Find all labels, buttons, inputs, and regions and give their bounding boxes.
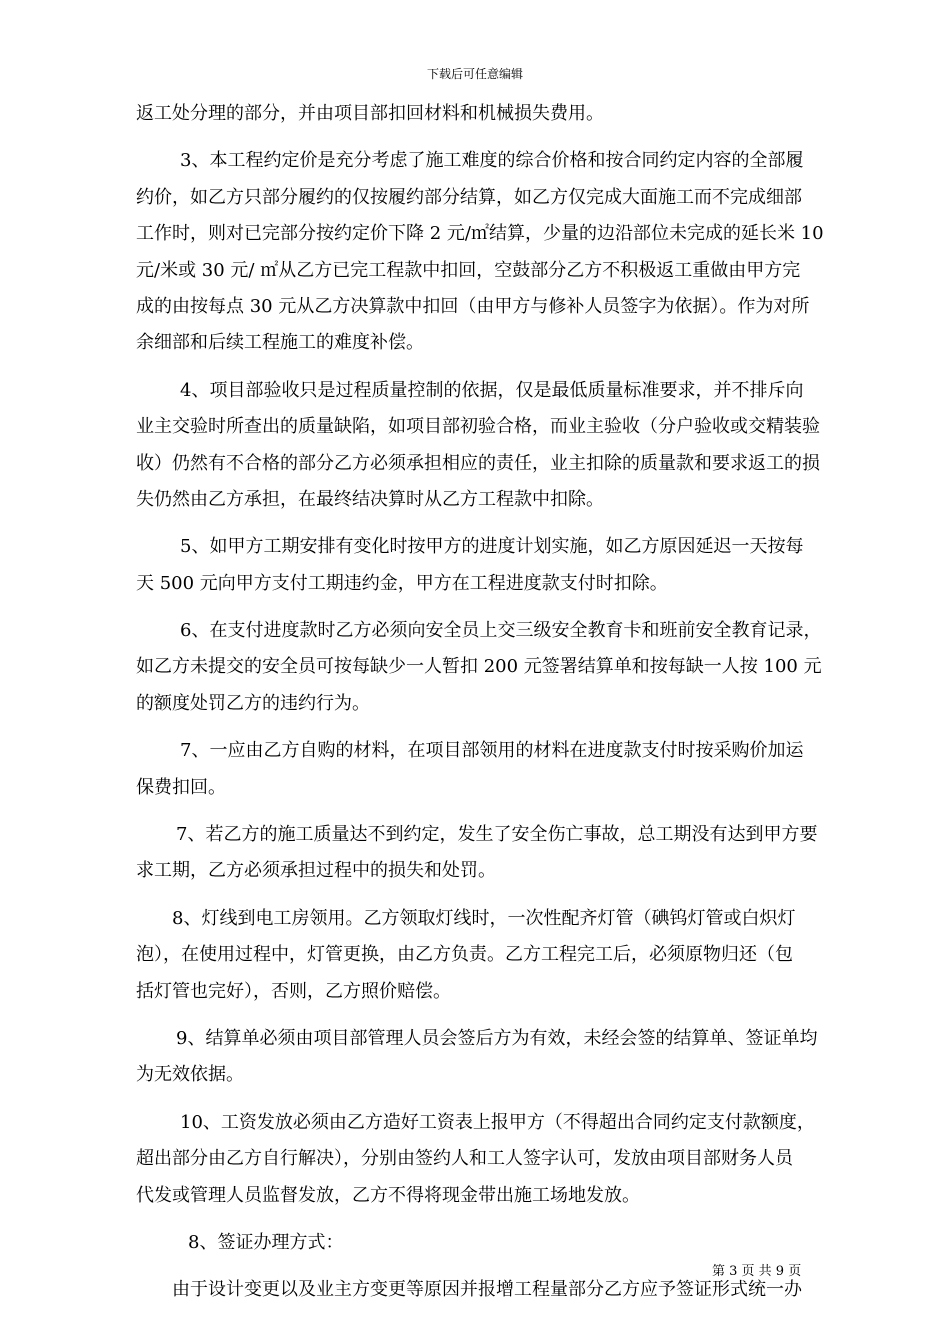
paragraph-line: 泡），在使用过程中，灯管更换，由乙方负责。乙方工程完工后，必须原物归还（包 <box>136 944 793 966</box>
paragraph <box>136 529 870 602</box>
paragraph-spacer <box>136 1214 870 1225</box>
paragraph-line: 求工期，乙方必须承担过程中的损失和处罚。 <box>136 860 496 882</box>
paragraph-line: 天 500 元向甲方支付工期违约金，甲方在工程进度款支付时扣除。 <box>136 572 668 594</box>
paragraph-line: 元/米或 30 元/ ㎡从乙方已完工程款中扣回，空鼓部分乙方不积极返工重做由甲方完 <box>136 259 801 281</box>
paragraph-line: 约价，如乙方只部分履约的仅按履约部分结算，如乙方仅完成大面施工而不完成细部 <box>136 186 802 208</box>
paragraph-line: 5、如甲方工期安排有变化时按甲方的进度计划实施，如乙方原因延迟一天按每 <box>180 536 804 558</box>
paragraph-line: 6、在支付进度款时乙方必须向安全员上交三级安全教育卡和班前安全教育记录， <box>180 620 822 642</box>
paragraph-spacer <box>136 518 870 529</box>
paragraph-line: 7、若乙方的施工质量达不到约定，发生了安全伤亡事故，总工期没有达到甲方要 <box>176 824 818 846</box>
paragraph-spacer <box>136 722 870 733</box>
paragraph-line: 的额度处罚乙方的违约行为。 <box>136 692 370 714</box>
paragraph-spacer <box>136 132 870 143</box>
paragraph-line: 余细部和后续工程施工的难度补偿。 <box>136 332 424 354</box>
paragraph <box>136 1225 870 1261</box>
paragraph-line: 10、工资发放必须由乙方造好工资表上报甲方（不得超出合同约定支付款额度， <box>180 1111 815 1133</box>
paragraph-line: 由于设计变更以及业主方变更等原因并报增工程量部分乙方应予签证形式统一办 <box>172 1279 802 1301</box>
paragraph-line: 3、本工程约定价是充分考虑了施工难度的综合价格和按合同约定内容的全部履 <box>180 150 804 172</box>
paragraph-line: 业主交验时所查出的质量缺陷，如项目部初验合格，而业主验收（分户验收或交精装验 <box>136 416 820 438</box>
paragraph-line: 为无效依据。 <box>136 1064 244 1086</box>
paragraph-line: 8、签证办理方式： <box>188 1231 344 1253</box>
paragraph <box>136 143 870 361</box>
paragraph-line: 代发或管理人员监督发放，乙方不得将现金带出施工场地发放。 <box>136 1184 640 1206</box>
page-number: 第 3 页 共 9 页 <box>712 1264 802 1279</box>
paragraph-line: 4、项目部验收只是过程质量控制的依据，仅是最低质量标准要求，并不排斥向 <box>180 379 804 401</box>
paragraph <box>136 733 870 806</box>
paragraph-line: 8、灯线到电工房领用。乙方领取灯线时，一次性配齐灯管（碘钨灯管或白炽灯 <box>172 907 796 929</box>
paragraph-spacer <box>136 1010 870 1021</box>
paragraph-spacer <box>136 602 870 613</box>
paragraph <box>136 1105 870 1214</box>
paragraph-line: 括灯管也完好），否则，乙方照价赔偿。 <box>136 980 451 1002</box>
paragraph-spacer <box>136 890 870 901</box>
paragraph-spacer <box>136 362 870 373</box>
document-body <box>136 96 870 1309</box>
paragraph-line: 9、结算单必须由项目部管理人员会签后方为有效，未经会签的结算单、签证单均 <box>176 1027 818 1049</box>
paragraph-line: 收）仍然有不合格的部分乙方必须承担相应的责任，业主扣除的质量款和要求返工的损 <box>136 452 820 474</box>
paragraph-line: 返工处分理的部分，并由项目部扣回材料和机械损失费用。 <box>136 103 604 124</box>
paragraph <box>136 817 870 890</box>
paragraph-line: 工作时，则对已完部分按约定价下降 2 元/㎡结算，少量的边沿部位未完成的延长米 10 <box>136 223 824 245</box>
paragraph-line: 成的由按每点 30 元从乙方决算款中扣回（由甲方与修补人员签字为依据）。作为对所 <box>136 295 810 317</box>
paragraph <box>136 373 870 519</box>
paragraph <box>136 613 870 722</box>
paragraph <box>136 1021 870 1094</box>
paragraph-line: 如乙方未提交的安全员可按每缺少一人暂扣 200 元签署结算单和按每缺一人按 100 元 <box>136 656 822 678</box>
paragraph-line: 7、一应由乙方自购的材料，在项目部领用的材料在进度款支付时按采购价加运 <box>180 740 804 762</box>
paragraph <box>136 96 870 132</box>
paragraph <box>136 901 870 1010</box>
paragraph-line: 超出部分由乙方自行解决），分别由签约人和工人签字认可，发放由项目部财务人员 <box>136 1148 793 1170</box>
paragraph-spacer <box>136 1094 870 1105</box>
paragraph-line: 失仍然由乙方承担，在最终结决算时从乙方工程款中扣除。 <box>136 488 604 510</box>
paragraph-line: 保费扣回。 <box>136 776 226 798</box>
page-header-note: 下载后可任意编辑 <box>426 67 523 81</box>
paragraph-spacer <box>136 806 870 817</box>
